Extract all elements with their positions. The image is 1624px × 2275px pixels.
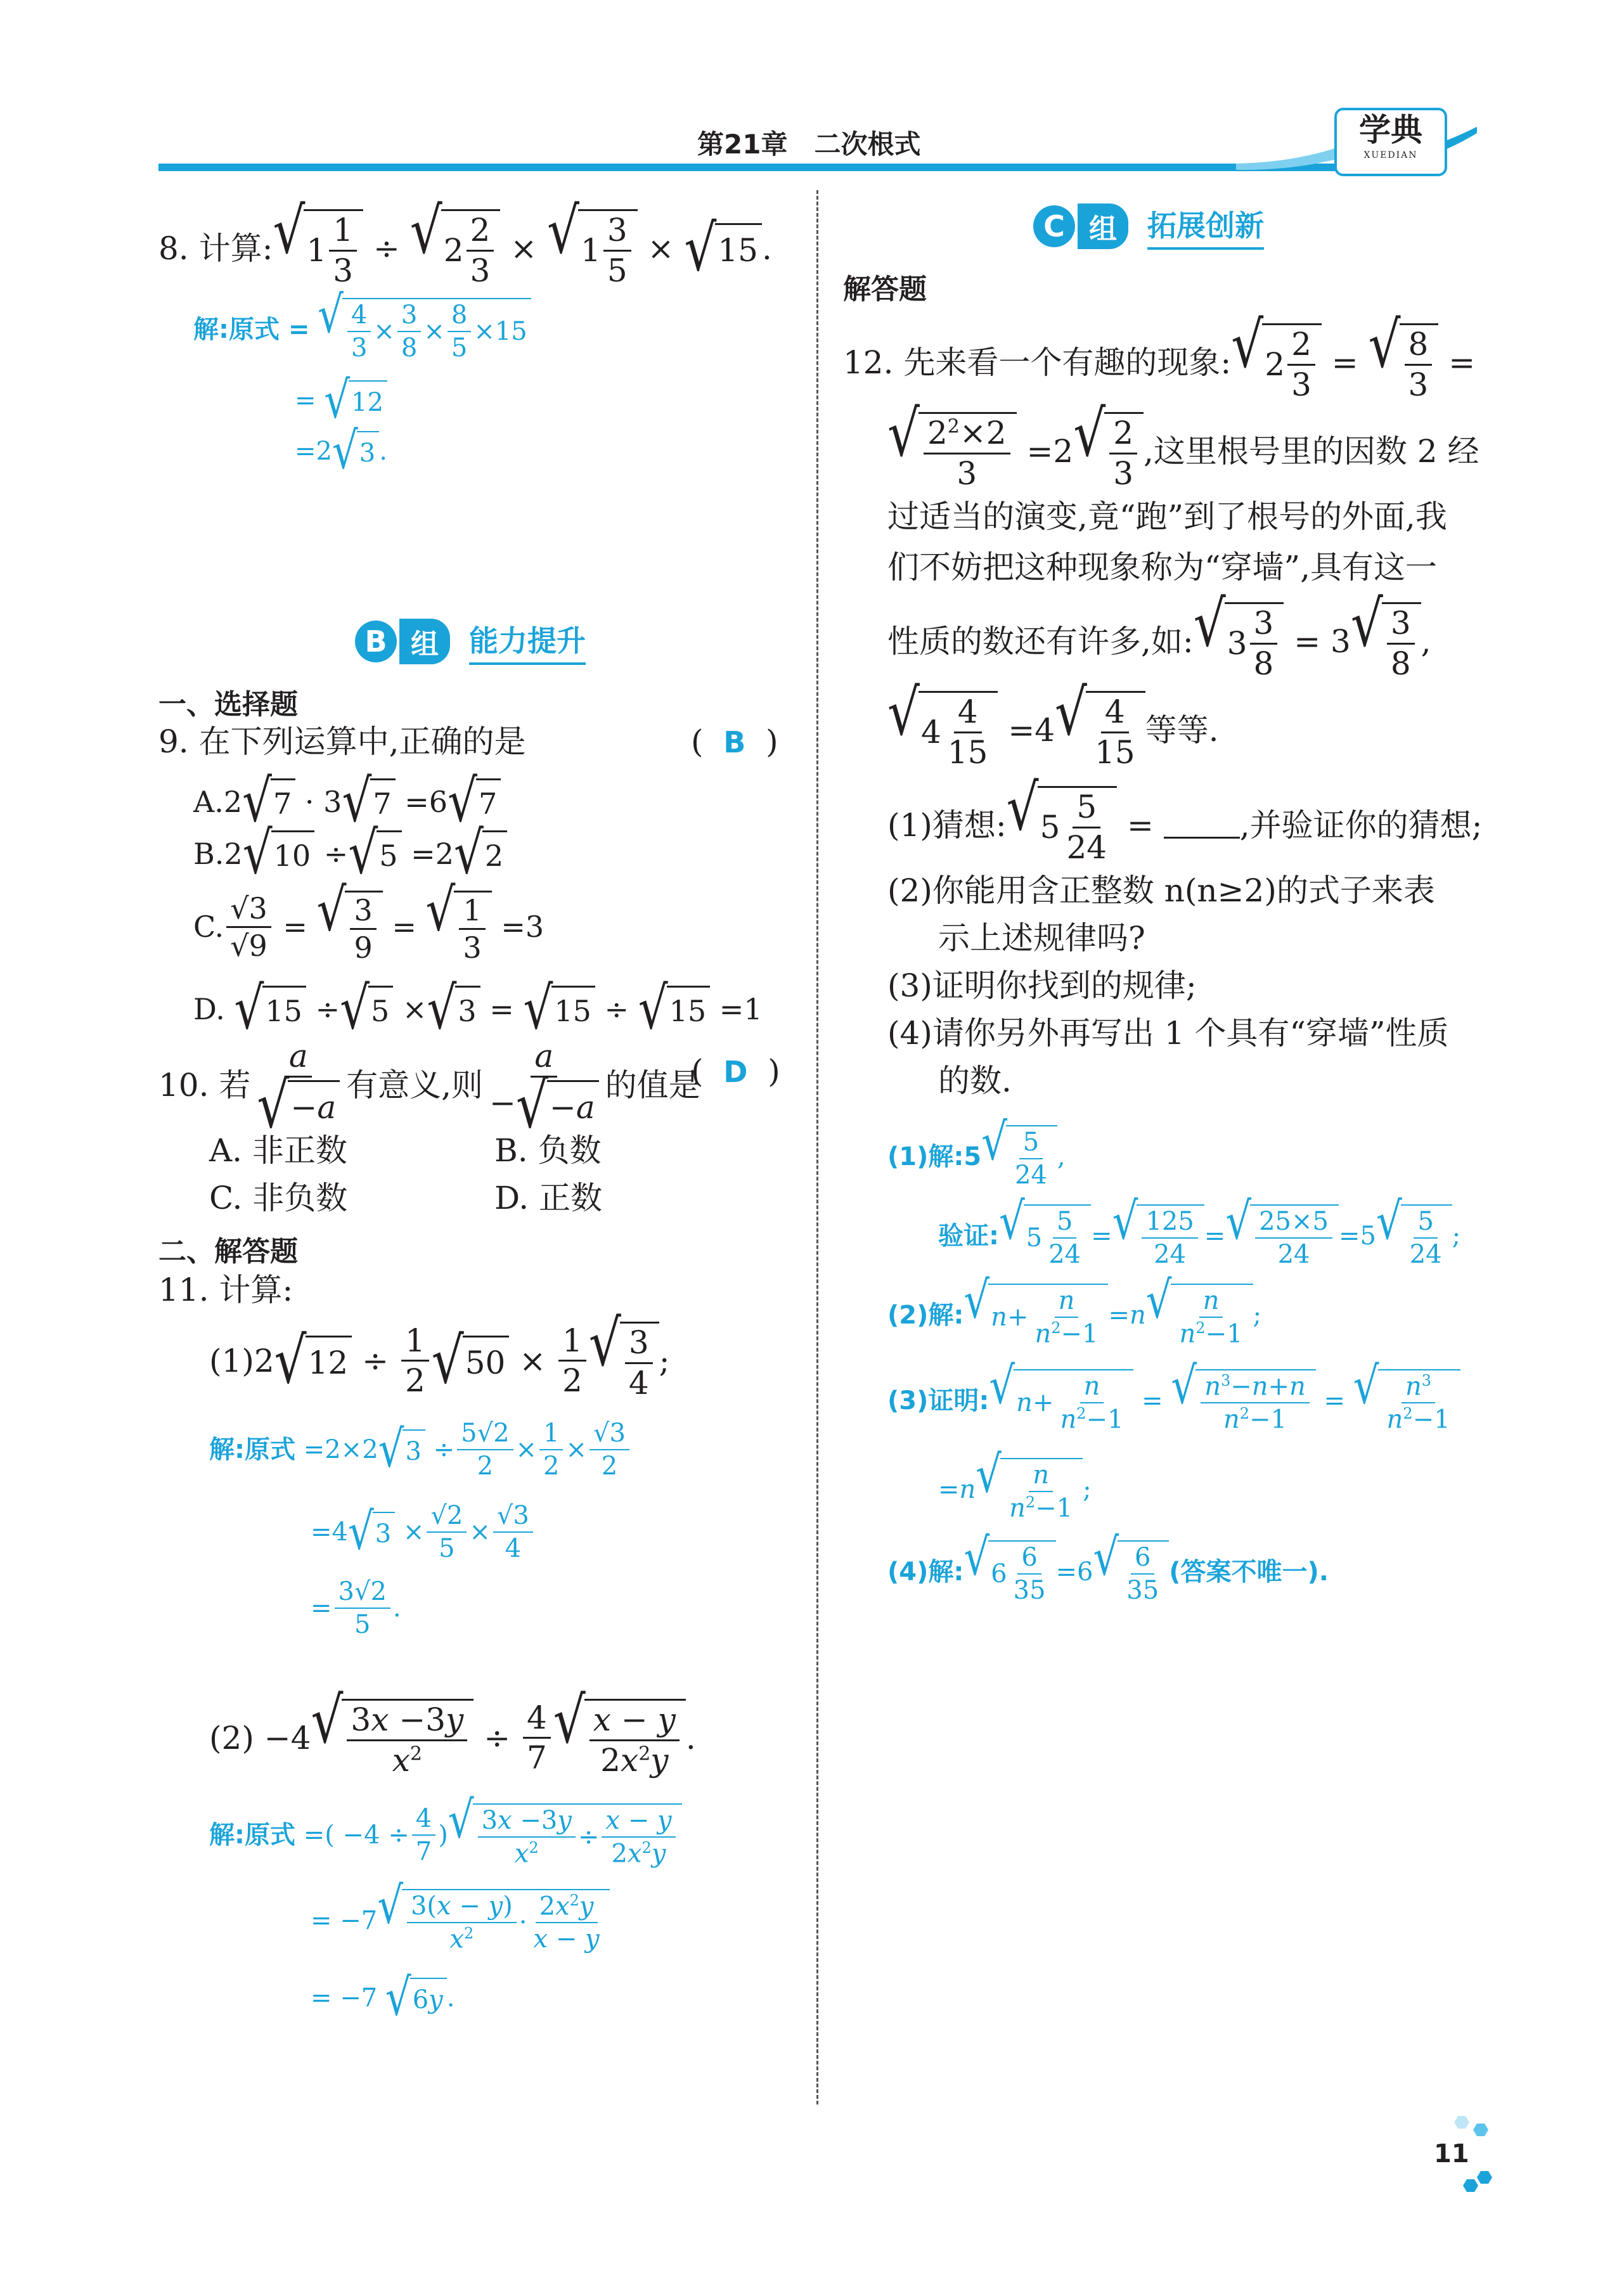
answer-11-2-line1: 解:原式 =( −4 ÷ $\frac{4}{7}$ ) √ $\frac{3x -3y}{x^2}$ ÷ $\frac{x - y}{2x^2y}$ (209, 1803, 682, 1867)
page-number: 11 (1434, 2139, 1469, 2169)
answer-11-2-line2: = −7 √ $\frac{3(x - y)}{x^2}$ · $\frac{2x^2y}{x - y}$ (311, 1889, 610, 1952)
question-12-line1: 12. 先来看一个有趣的现象: √ 2 $\frac{2}{3}$ = √ $\frac{8}{3}$ = (843, 307, 1476, 403)
answer-12-verify: 验证: √ 5 $\frac{5}{24}$ = √ $\frac{125}{24}$ = √ $\frac{25\times 5}{24}$ =5 √ $\frac{5}{24}$ ; (938, 1192, 1461, 1269)
question-11-part2: (2) −4 √ $\frac{3x -3y}{x^2}$ ÷ $\frac{4}{7}$ √ $\frac{x - y}{2x^2y}$ . (209, 1683, 696, 1779)
answer-8-line1: 解:原式 = √ $\frac{4}{3}$ × $\frac{3}{8}$ × $\frac{8}{5}$ ×15 (193, 298, 531, 361)
answer-11-2-line3: = −7 √ 6 y . (311, 1968, 455, 2028)
answer-9-bracket: ( B ) (691, 723, 778, 760)
answer-8-line2: = √ 12 (295, 380, 387, 421)
question-12-sub2b: 示上述规律吗? (938, 920, 1145, 957)
question-11: 11. 计算: (158, 1272, 293, 1308)
question-12-line2: √ $\frac{2^2\times 2}{3}$ =2 √ $\frac{2}{3}$ ,这里根号里的因数 2 经 (887, 396, 1479, 492)
choice-10c: C. 非负数 (209, 1180, 348, 1216)
option-9a: A. 2 √ 7 · 3 √ 7 =6 √ 7 (193, 778, 501, 825)
question-12-sub4b: 的数. (938, 1062, 1012, 1099)
question-12-sub2a: (2)你能用含正整数 n(n≥2)的式子来表 (887, 872, 1435, 909)
blank-line (1164, 811, 1240, 839)
question-12-line3: 过适当的演变,竟“跑”到了根号的外面,我 (887, 498, 1447, 535)
answer-11-1-line2: =4 √ 3 × $\frac{√2}{5}$ × $\frac{√3}{4}$ (311, 1502, 536, 1562)
choice-10b: B. 负数 (494, 1132, 602, 1169)
section-choice: 一、选择题 (158, 688, 298, 721)
choice-10a: A. 非正数 (209, 1132, 347, 1169)
question-11-part1: (1) 2 √ 12 ÷ $\frac{1}{2}$ √ 50 × $\frac{1}{2}$ √ $\frac{3}{4}$ ; (209, 1306, 670, 1402)
column-divider (816, 190, 818, 2104)
answer-12-1: (1)解:5 √ $\frac{5}{24}$ , (887, 1113, 1066, 1190)
section-solve-right: 解答题 (843, 273, 927, 306)
group-b-badge: B 组 能力提升 (355, 618, 586, 665)
question-8: 8. 计算: √ 1 $\frac{1}{3}$ ÷ √ 2 $\frac{2}{3}$ × √ 1 $\frac{3}{5}$ × √ 15 . (158, 193, 772, 289)
chapter-title: 第21章 二次根式 (697, 129, 921, 160)
choice-10d: D. 正数 (494, 1180, 603, 1216)
answer-12-3-line2: = n √ $\frac{n}{n^2-1}$ ; (938, 1446, 1092, 1523)
brand-logo: 学典 XUEDIAN (1334, 108, 1447, 176)
answer-12-4: (4)解: √ 6 $\frac{6}{35}$ =6 √ $\frac{6}{35}$ (答案不唯一). (887, 1528, 1329, 1605)
answer-11-1-line1: 解:原式 =2×2 √ 3 ÷ $\frac{5√2}{2}$ × $\frac{1}{2}$ × $\frac{√3}{2}$ (209, 1420, 632, 1479)
answer-11-1-line3: = $\frac{3√2}{5}$ . (311, 1577, 401, 1639)
group-c-badge: C 组 拓展创新 (1033, 203, 1264, 250)
question-12-sub3: (3)证明你找到的规律; (887, 967, 1197, 1004)
answer-12-2: (2)解: √ n + $\frac{n}{n^2-1}$ = n √ $\frac{n}{n^2-1}$ ; (887, 1272, 1262, 1349)
option-9b: B. 2 √ 10 ÷ √ 5 =2 √ 2 (193, 830, 507, 877)
question-12-sub4a: (4)请你另外再写出 1 个具有“穿墙”性质 (887, 1015, 1449, 1052)
answer-10-bracket: ( D ) (691, 1053, 780, 1090)
question-12-sub1: (1)猜想: √ 5 $\frac{5}{24}$ = ,并验证你的猜想; (887, 770, 1483, 866)
answer-8-line3: =2 √ 3 . (295, 422, 387, 481)
option-9d: D. √ 15 ÷ √ 5 × √ 3 = √ 15 ÷ √ 15 =1 (193, 975, 763, 1043)
question-9: 9. 在下列运算中,正确的是 (158, 723, 526, 760)
section-solve: 二、解答题 (158, 1235, 298, 1268)
question-12-line4: 们不妨把这种现象称为“穿墙”,具有这一 (887, 549, 1438, 586)
option-9c: C. $\frac{√3}{√9}$ = √ $\frac{3}{9}$ = √ $\frac{1}{3}$ =3 (193, 877, 545, 965)
answer-12-3: (3)证明: √ n + $\frac{n}{n^2-1}$ = √ $\frac{n^3-n+n}{n^2-1}$ = √ $\frac{n^3}{n^2-1}$ (887, 1369, 1460, 1433)
question-12-line5: 性质的数还有许多,如: √ 3 $\frac{3}{8}$ = 3 √ $\frac{3}{8}$ , (887, 586, 1431, 682)
question-10: 10. 若 a √ − a 有意义,则 a − √ − a 的值是 (158, 1038, 700, 1142)
question-12-line6: √ 4 $\frac{4}{15}$ =4 √ $\frac{4}{15}$ 等等. (887, 675, 1219, 771)
